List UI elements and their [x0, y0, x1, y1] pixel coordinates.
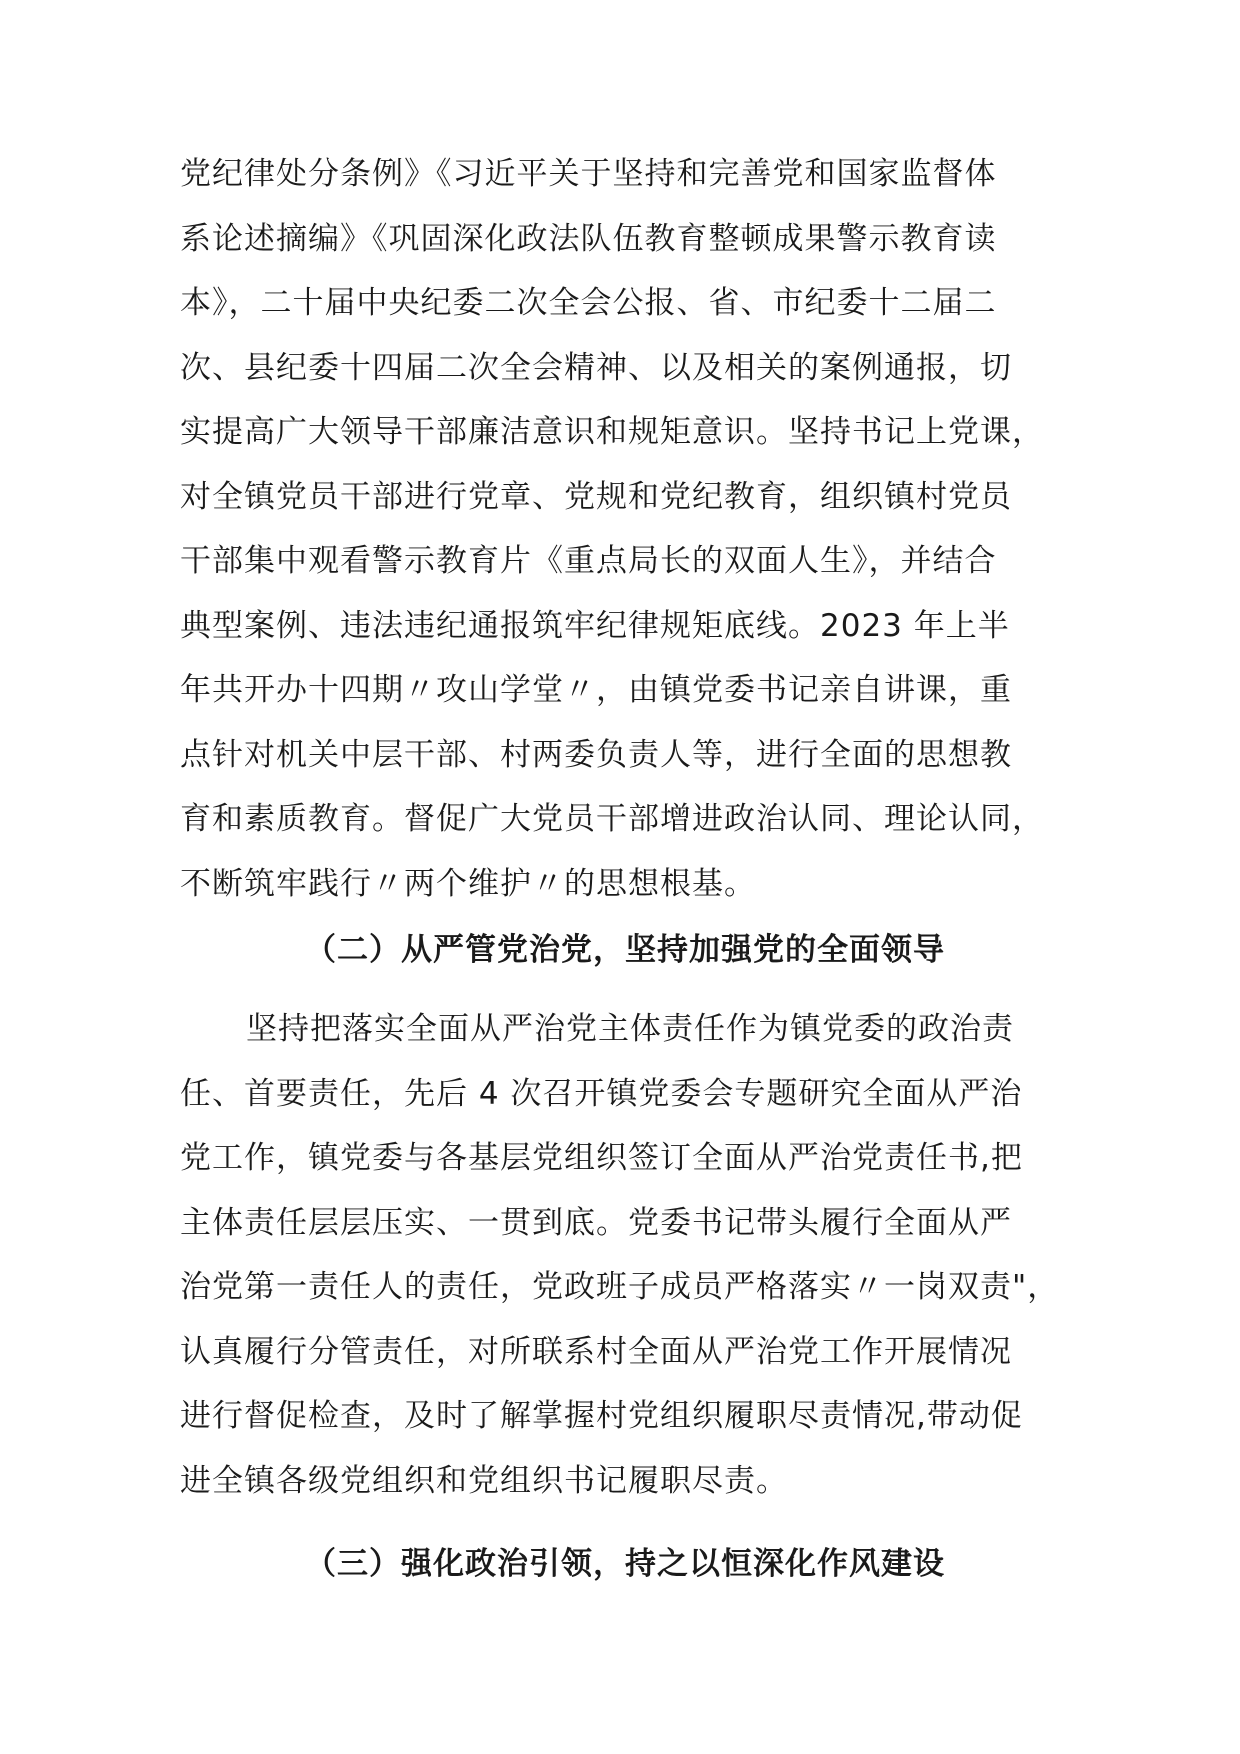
text-line: 进行督促检查，及时了解掌握村党组织履职尽责情况,带动促 — [180, 1398, 1023, 1434]
text-line: 坚持把落实全面从严治党主体责任作为镇党委的政治责 — [246, 1011, 1014, 1047]
text-line: 干部集中观看警示教育片《重点局长的双面人生》，并结合 — [180, 543, 997, 579]
text-line: 年共开办十四期〃攻山学堂〃，由镇党委书记亲自讲课，重 — [180, 672, 1012, 708]
text-line: 党纪律处分条例》《习近平关于坚持和完善党和国家监督体 — [180, 156, 997, 192]
text-line: 对全镇党员干部进行党章、党规和党纪教育，组织镇村党员 — [180, 478, 1012, 515]
text-line: 党工作，镇党委与各基层党组织签订全面从严治党责任书,把 — [180, 1140, 1023, 1176]
text-line: 治党第一责任人的责任，党政班子成员严格落实〃一岗双责"， — [180, 1269, 1060, 1305]
section-heading: （二）从严管党治党，坚持加强党的全面领导 — [305, 932, 945, 968]
text-line: 点针对机关中层干部、村两委负责人等，进行全面的思想教 — [180, 736, 1012, 773]
text-line: 典型案例、违法违纪通报筑牢纪律规矩底线。2023 年上半 — [180, 607, 1010, 644]
text-line: 育和素质教育。督促广大党员干部增进政治认同、理论认同， — [180, 801, 1044, 837]
paragraph-body — [180, 997, 1070, 1513]
text-line: 次、县纪委十四届二次全会精神、以及相关的案例通报，切 — [180, 349, 1012, 386]
text-line: 主体责任层层压实、一贯到底。党委书记带头履行全面从严 — [180, 1204, 1012, 1241]
text-line: 任、首要责任，先后 4 次召开镇党委会专题研究全面从严治 — [180, 1075, 1023, 1112]
section-heading: （三）强化政治引领，持之以恒深化作风建设 — [305, 1546, 945, 1582]
text-line: 系论述摘编》《巩固深化政法队伍教育整顿成果警示教育读 — [180, 220, 997, 257]
text-line: 实提高广大领导干部廉洁意识和规矩意识。坚持书记上党课， — [180, 414, 1044, 450]
text-line: 进全镇各级党组织和党组织书记履职尽责。 — [180, 1462, 788, 1499]
text-line: 不断筑牢践行〃两个维护〃的思想根基。 — [180, 865, 756, 902]
text-line: 本》，二十届中央纪委二次全会公报、省、市纪委十二届二 — [180, 285, 997, 321]
text-line: 认真履行分管责任，对所联系村全面从严治党工作开展情况 — [180, 1333, 1012, 1370]
paragraph-continued — [180, 142, 1070, 916]
